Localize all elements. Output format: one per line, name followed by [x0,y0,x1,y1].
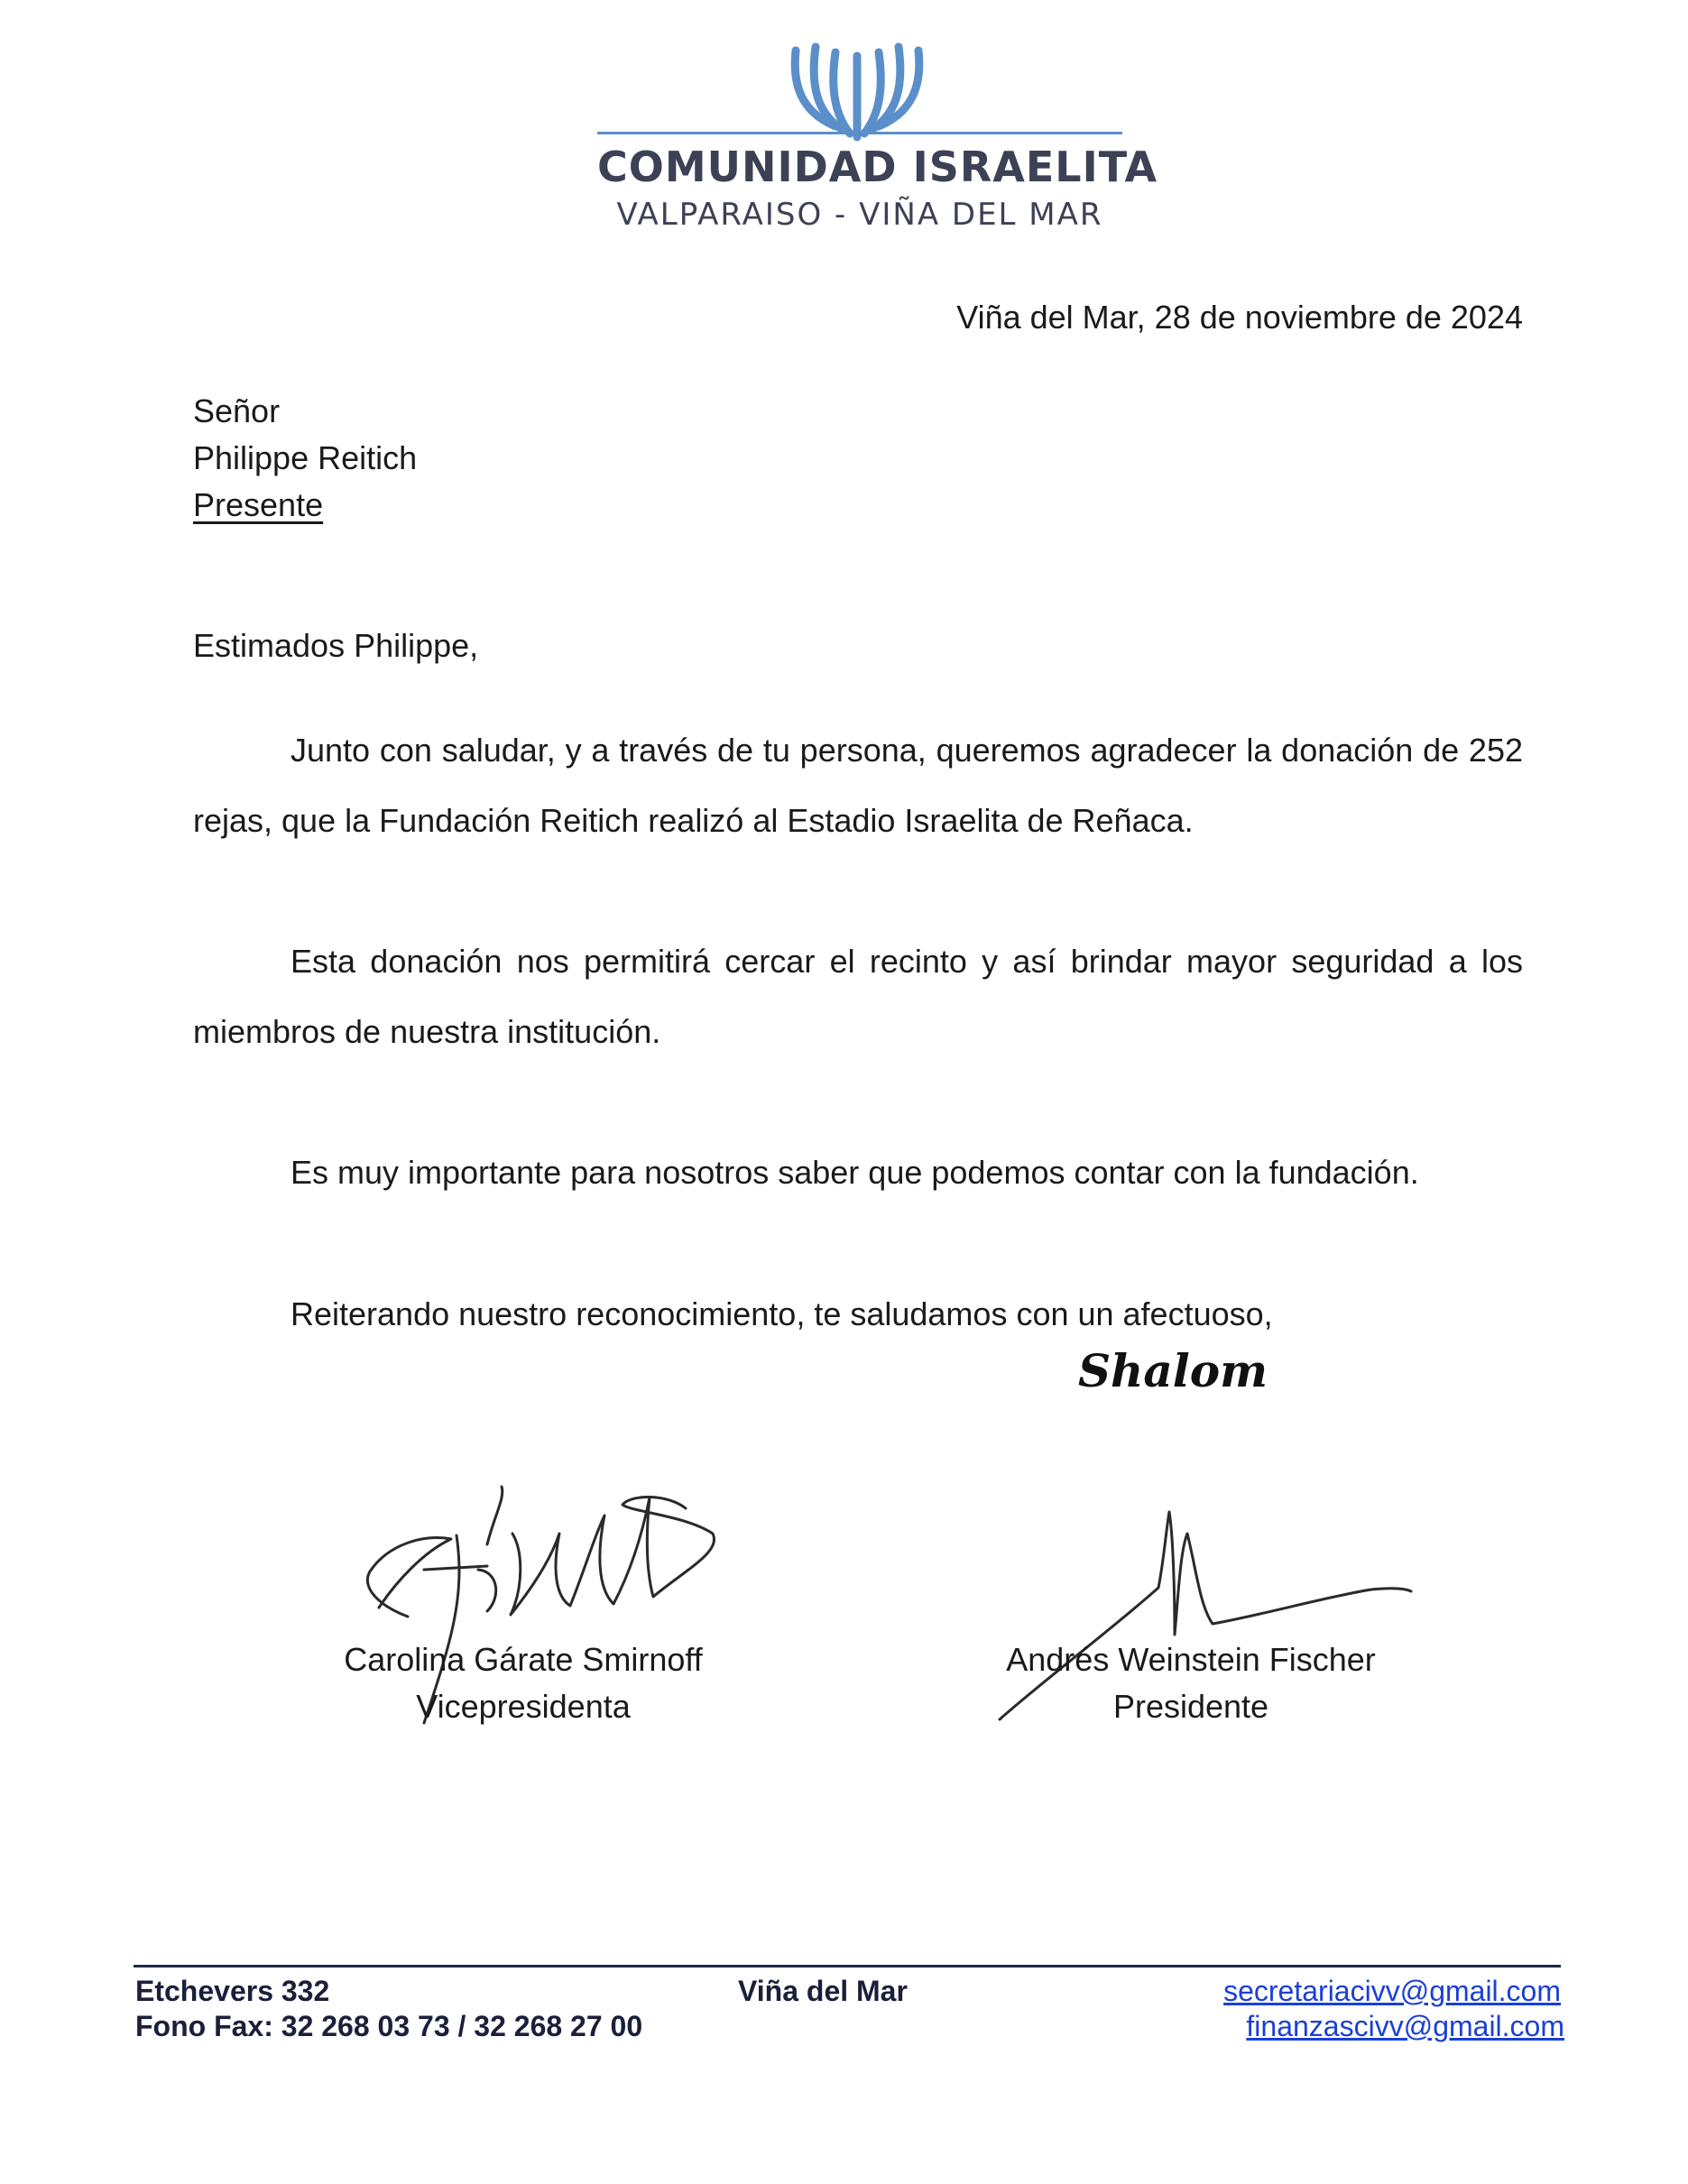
body-paragraph: Es muy importante para nosotros saber que podemos contar con la fundación. [291,1154,1419,1191]
signatory-left [298,1636,749,1730]
signatory-role: Presidente [1112,1688,1269,1725]
letterhead-divider [597,132,1122,134]
footer-phone-fax: Fono Fax: 32 268 03 73 / 32 268 27 00 [135,2010,643,2042]
signatory-role: Vicepresidenta [416,1688,631,1725]
letter-date: Viña del Mar, 28 de noviembre de 2024 [956,299,1523,336]
recipient-title: Señor [193,392,281,429]
organization-subtitle: VALPARAISO - VIÑA DEL MAR [616,197,1103,233]
footer-email-secretaria-link[interactable]: secretariacivv@gmail.com [1223,1975,1561,2007]
signatory-name: Andrés Weinstein Fischer [1006,1641,1376,1678]
signatory-right [965,1636,1416,1730]
organization-name: COMUNIDAD ISRAELITA [597,143,1158,191]
greeting: Estimados Philippe, [193,627,479,664]
recipient-name: Philippe Reitich [193,439,418,476]
footer-city: Viña del Mar [738,1975,908,2007]
recipient-block [193,388,417,529]
body-paragraph: Esta donación nos permitirá cercar el recinto y así brindar mayor seguridad a los miembros de nuestra institución. [193,943,1523,1050]
footer-email-finanzas-link[interactable]: finanzascivv@gmail.com [1246,2010,1564,2042]
footer-divider [134,1965,1561,1967]
footer-address: Etchevers 332 [135,1975,330,2007]
menorah-flame-logo-icon [785,36,929,144]
signatory-name: Carolina Gárate Smirnoff [344,1641,703,1678]
body-paragraph: Reiterando nuestro reconocimiento, te saludamos con un afectuoso, [291,1295,1273,1332]
body-paragraph: Junto con saludar, y a través de tu persona, queremos agradecer la donación de 252 rejas, que la Fundación Reitich realizó al Estadio Israelita de Reñaca. [193,732,1523,839]
recipient-presente: Presente [193,486,324,523]
closing-shalom: Shalom [1077,1344,1268,1397]
